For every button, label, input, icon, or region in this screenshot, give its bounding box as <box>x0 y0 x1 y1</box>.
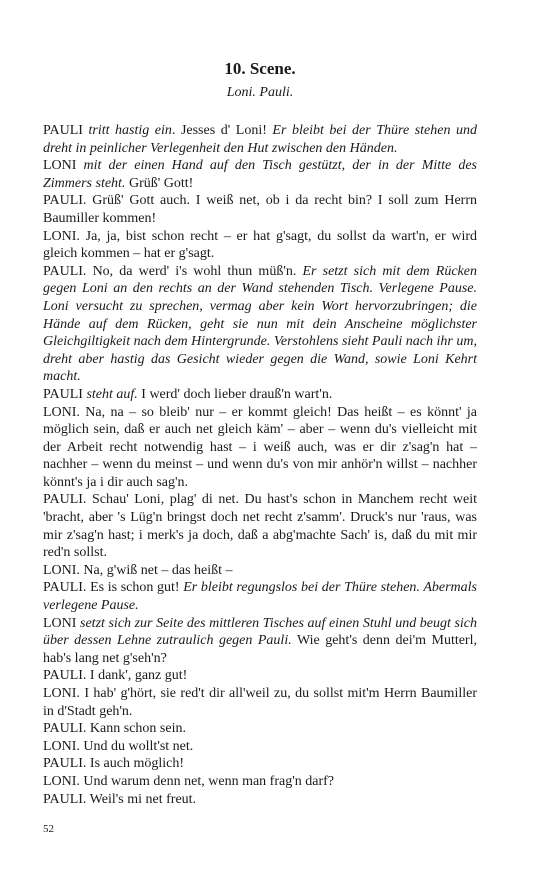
dialogue-paragraph <box>43 491 477 561</box>
stage-direction: setzt sich zur Seite des mittleren Tisches auf einen Stuhl und beugt sich über dessen Lehne zutraulich gegen Pauli. <box>43 615 477 649</box>
stage-direction: Er setzt sich mit dem Rücken gegen Loni an den rechts an der Wand stehenden Tisch. Verlegene Pause. Loni versucht zu sprechen, vermag aber kein Wort hervorzubringen; die Hände auf dem Rücken, geht sie nun mit dein Anscheine möglichster Gleichgiltigkeit nach dem Hintergrunde. Verstohlens sieht Pauli nach ihr um, dreht aber hastig das Gesicht wieder gegen die Wand, sowie Loni Kehrt macht. <box>43 263 477 385</box>
stage-direction: tritt hastig ein <box>88 123 172 138</box>
dialogue-paragraph <box>43 228 477 263</box>
dialogue-text: PAULI. Grüß' Gott auch. I weiß net, ob i da recht bin? I soll zum Herrn Baumiller kommen! <box>43 193 477 226</box>
dialogue-paragraph <box>43 386 477 404</box>
scene-title: 10. Scene. <box>224 59 296 78</box>
dialogue-paragraph <box>43 667 477 685</box>
dialogue-paragraph <box>43 720 477 738</box>
page-number: 52 <box>43 823 54 835</box>
stage-direction: mit der einen Hand auf den Tisch gestützt, der in der Mitte des Zimmers steht. <box>43 158 477 191</box>
dialogue-text: PAULI. Weil's mi net freut. <box>43 791 197 807</box>
dialogue-paragraph <box>43 562 477 580</box>
dialogue-text: PAULI <box>43 123 89 138</box>
dialogue-paragraph <box>43 122 477 157</box>
dialogue-text: Wie geht's denn dei'm Mutterl, hab's lang net g'seh'n? <box>43 633 477 666</box>
dialogue-paragraph <box>43 404 477 492</box>
dialogue-text: PAULI. Is auch möglich! <box>43 756 185 772</box>
dialogue-text: . Jesses d' Loni! <box>171 123 273 138</box>
stage-direction: Er bleibt regungslos bei der Thüre stehen. Abermals verlegene Pause. <box>43 580 477 614</box>
dialogue-paragraph <box>43 685 477 720</box>
dialogue-text: LONI. Ja, ja, bist schon recht – er hat g'sagt, du sollst da wart'n, er wird gleich kommen – hat er g'sagt. <box>43 228 477 262</box>
scene-persons: Loni. Pauli. <box>226 85 294 100</box>
dialogue-text: PAULI. Es is schon gut! <box>43 580 184 596</box>
dialogue-text: LONI. Und warum denn net, wenn man frag'n darf? <box>43 773 334 789</box>
dialogue-paragraph <box>43 192 477 227</box>
dialogue-text: LONI. Und du wollt'st net. <box>43 738 194 754</box>
dialogue-paragraph <box>43 738 477 756</box>
dialogue-paragraph <box>43 579 477 614</box>
dialogue-text: PAULI. Schau' Loni, plag' di net. Du hast's schon in Manchem recht weit 'bracht, aber 's Lüg'n bringst doch net recht z'samm'. Druck's nur 'raus, was mir z'sag'n hast; i merk's ja doch, daß a abg'machte Sach' is, daß du mit mir red'n sollst. <box>43 492 477 561</box>
stage-direction: Er bleibt bei der Thüre stehen und dreht in peinlicher Verlegenheit den Hut zwischen den Händen. <box>43 123 478 156</box>
dialogue-text: LONI. Na, g'wiß net – das heißt – <box>43 562 233 578</box>
dialogue-text: PAULI. Kann schon sein. <box>43 721 186 737</box>
dialogue-text: I werd' doch lieber drauß'n wart'n. <box>137 386 333 402</box>
dialogue-text: PAULI. No, da werd' i's wohl thun müß'n. <box>43 263 303 279</box>
dialogue-text: LONI <box>43 615 81 631</box>
dialogue-text: LONI <box>43 158 84 174</box>
dialogue-paragraph <box>43 263 477 386</box>
dialogue-text: LONI. Na, na – so bleib' nur – er kommt gleich! Das heißt – es könnt' ja möglich sein, daß er auch net gleich käm' – aber – wenn du's vielleicht mit der Arbeit recht notwendig hast – i weiß auch, was er dir z'sag'n hat – nachher – wenn du meinst – und wenn du's von mir anhör'n willst – nachher könnt's ja i dir auch sag'n. <box>43 404 477 490</box>
dialogue-text: PAULI. I dank', ganz gut! <box>43 668 188 684</box>
dialogue-paragraph <box>43 773 477 791</box>
dialogue-paragraph <box>43 791 477 809</box>
play-text <box>43 122 477 808</box>
dialogue-paragraph <box>43 615 477 668</box>
dialogue-paragraph <box>43 755 477 773</box>
page-body <box>43 58 477 808</box>
dialogue-text: LONI. I hab' g'hört, sie red't dir all'weil zu, du sollst mit'm Herrn Baumiller in d'Stadt geh'n. <box>43 686 477 719</box>
dialogue-paragraph <box>43 157 477 192</box>
dialogue-text: Grüß' Gott! <box>125 175 194 191</box>
dialogue-text: PAULI <box>43 386 87 402</box>
stage-direction: steht auf. <box>86 386 138 402</box>
